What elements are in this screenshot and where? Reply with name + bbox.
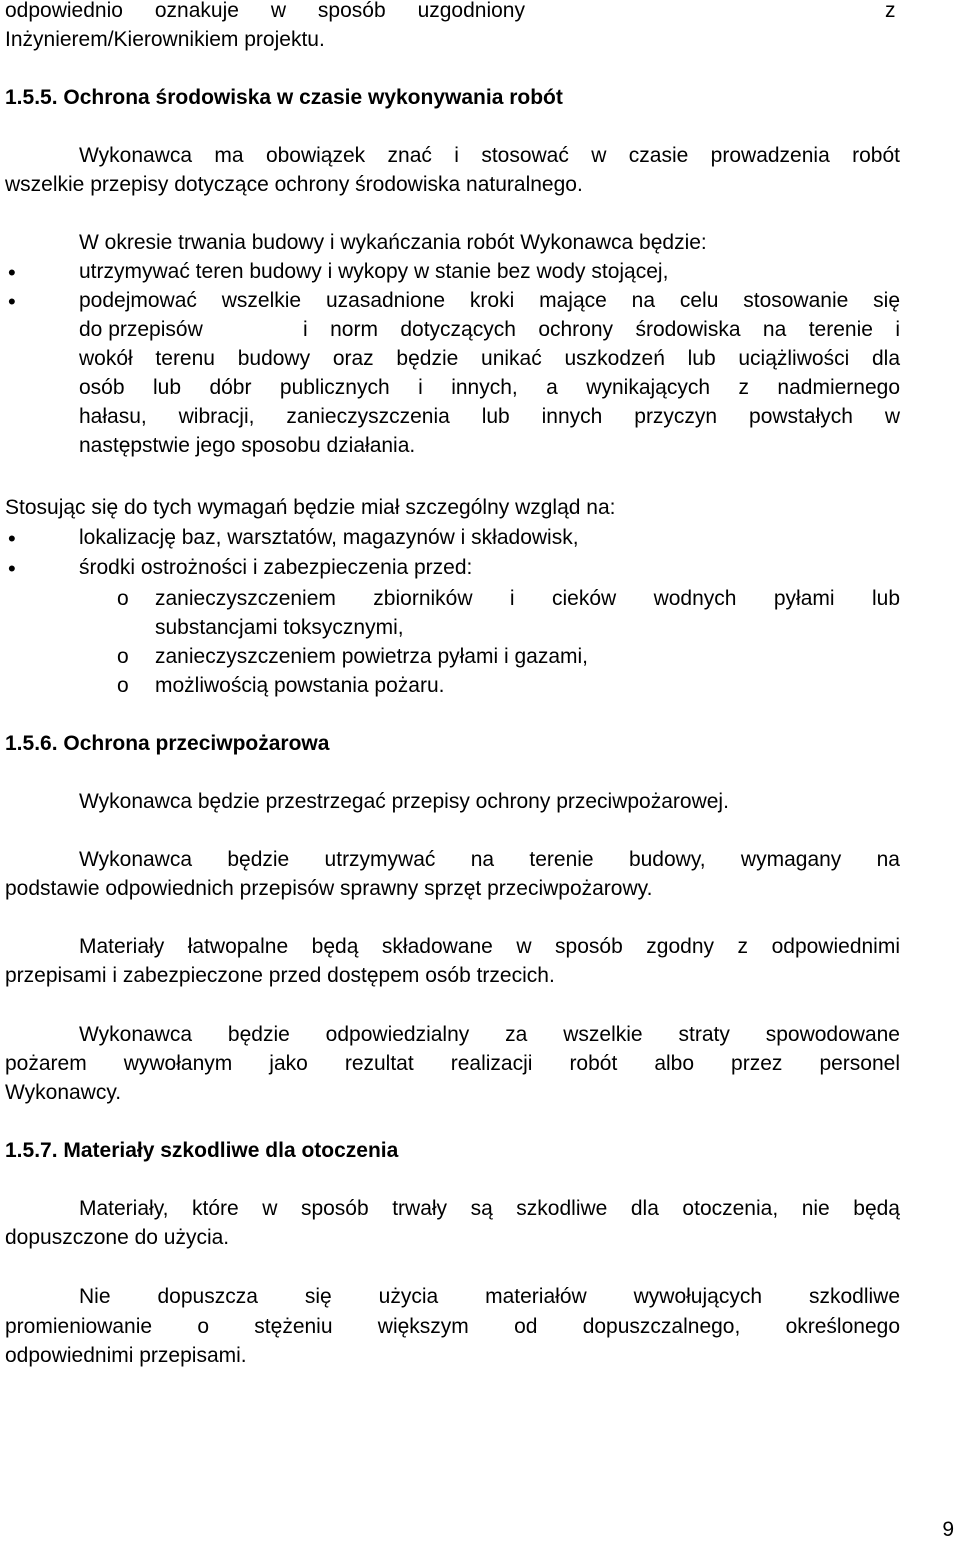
text-line: Materiały łatwopalne będą składowane w sposób zgodny z odpowiednimi xyxy=(79,935,900,958)
text-line: odpowiednimi przepisami. xyxy=(5,1344,247,1367)
bullet-icon: • xyxy=(8,260,16,285)
text-line: Wykonawca będzie odpowiedzialny za wszelkie straty spowodowane xyxy=(79,1023,900,1046)
text-line: do przepisów xyxy=(79,318,203,341)
text-line: Stosując się do tych wymagań będzie miał szczególny wzgląd na: xyxy=(5,496,616,519)
text-line: wszelkie przepisy dotyczące ochrony środowiska naturalnego. xyxy=(5,173,583,196)
sublist-marker: o xyxy=(117,674,129,697)
list-item: utrzymywać teren budowy i wykopy w stanie bez wody stojącej, xyxy=(79,260,669,283)
text-line: pożarem wywołanym jako rezultat realizacji robót albo przez personel xyxy=(5,1052,900,1075)
list-item: podejmować wszelkie uzasadnione kroki mające na celu stosowanie się xyxy=(79,289,900,312)
text-line: Wykonawca będzie utrzymywać na terenie budowy, wymagany na xyxy=(79,848,900,871)
page-number: 9 xyxy=(942,1518,954,1541)
text-line: osób lub dóbr publicznych i innych, a wynikających z nadmiernego xyxy=(79,376,900,399)
text-line: przepisami i zabezpieczone przed dostępem osób trzecich. xyxy=(5,964,555,987)
text-line: W okresie trwania budowy i wykańczania robót Wykonawca będzie: xyxy=(79,231,707,254)
bullet-icon: • xyxy=(8,289,16,314)
text-line: dopuszczone do użycia. xyxy=(5,1226,230,1249)
text-line: Wykonawca będzie przestrzegać przepisy ochrony przeciwpożarowej. xyxy=(79,790,729,813)
text-line: wokół terenu budowy oraz będzie unikać uszkodzeń lub uciążliwości dla xyxy=(79,347,900,370)
bullet-icon: • xyxy=(8,556,16,581)
sublist-item: zanieczyszczeniem zbiorników i cieków wodnych pyłami lub xyxy=(155,587,900,610)
text-line: podstawie odpowiednich przepisów sprawny sprzęt przeciwpożarowy. xyxy=(5,877,653,900)
text-line: z xyxy=(885,0,896,22)
sublist-item: możliwością powstania pożaru. xyxy=(155,674,445,697)
text-line: i norm dotyczących ochrony środowiska na terenie i xyxy=(303,318,900,341)
text-line: promieniowanie o stężeniu większym od dopuszczalnego, określonego xyxy=(5,1315,900,1338)
text-line: Wykonawca ma obowiązek znać i stosować w czasie prowadzenia robót xyxy=(79,144,900,167)
sublist-item: zanieczyszczeniem powietrza pyłami i gazami, xyxy=(155,645,588,668)
text-line: Inżynierem/Kierownikiem projektu. xyxy=(5,28,325,51)
text-line: substancjami toksycznymi, xyxy=(155,616,404,639)
section-heading: 1.5.6. Ochrona przeciwpożarowa xyxy=(5,732,330,755)
text-line: Wykonawcy. xyxy=(5,1081,122,1104)
text-line: odpowiednio oznakuje w sposób uzgodniony xyxy=(5,0,525,22)
list-item: lokalizację baz, warsztatów, magazynów i składowisk, xyxy=(79,526,579,549)
sublist-marker: o xyxy=(117,645,129,668)
bullet-icon: • xyxy=(8,526,16,551)
text-line: Nie dopuszcza się użycia materiałów wywołujących szkodliwe xyxy=(79,1285,900,1308)
text-line: Materiały, które w sposób trwały są szkodliwe dla otoczenia, nie będą xyxy=(79,1197,900,1220)
text-line: następstwie jego sposobu działania. xyxy=(79,434,416,457)
text-line: hałasu, wibracji, zanieczyszczenia lub innych przyczyn powstałych w xyxy=(79,405,900,428)
section-heading: 1.5.5. Ochrona środowiska w czasie wykonywania robót xyxy=(5,86,563,109)
section-heading: 1.5.7. Materiały szkodliwe dla otoczenia xyxy=(5,1139,399,1162)
sublist-marker: o xyxy=(117,587,129,610)
list-item: środki ostrożności i zabezpieczenia przed: xyxy=(79,556,473,579)
